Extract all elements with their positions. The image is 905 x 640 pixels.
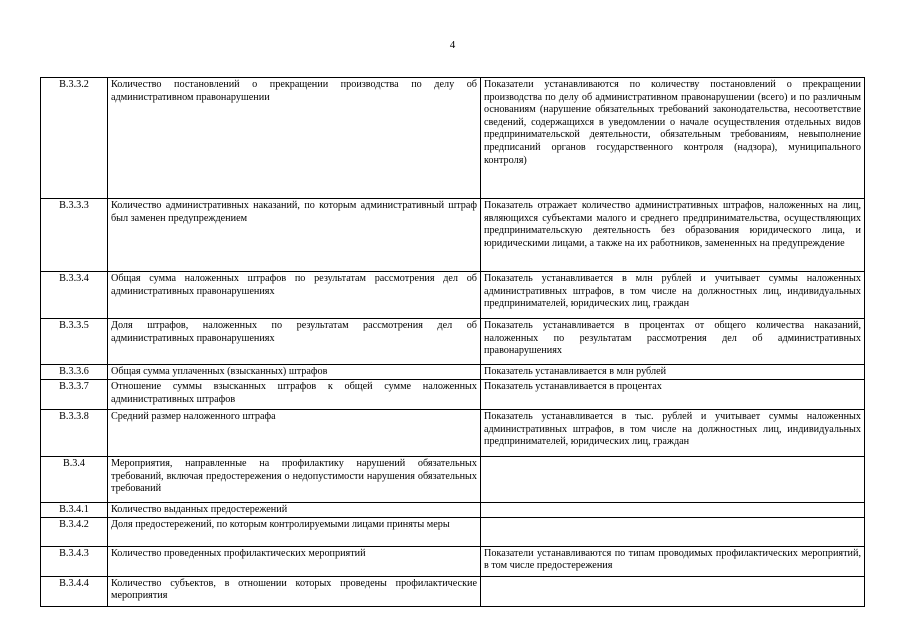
row-code: В.3.4.1 <box>41 503 108 518</box>
row-indicator-name: Средний размер наложенного штрафа <box>108 410 481 457</box>
table-row <box>41 517 865 546</box>
table-row <box>41 410 865 457</box>
row-indicator-name: Количество выданных предостережений <box>108 503 481 518</box>
row-indicator-name: Отношение суммы взысканных штрафов к общей сумме наложенных административных штрафов <box>108 380 481 410</box>
table-row <box>41 576 865 606</box>
page-number: 4 <box>449 39 456 51</box>
row-indicator-name: Мероприятия, направленные на профилактику нарушений обязательных требований, включая предостережения о недопустимости нарушения обязательных требований <box>108 457 481 503</box>
row-code: В.3.4 <box>41 457 108 503</box>
row-description: Показатель устанавливается в тыс. рублей и учитывает суммы наложенных административных штрафов, в том числе на должностных лиц, индивидуальных предпринимателей, юридических лиц, граждан <box>481 410 865 457</box>
table-row <box>41 503 865 518</box>
row-description: Показатель устанавливается в млн рублей и учитывает суммы наложенных административных штрафов, в том числе на должностных лиц, индивидуальных предпринимателей, юридических лиц, граждан <box>481 272 865 319</box>
table-row <box>41 199 865 272</box>
table-row <box>41 457 865 503</box>
row-description: Показатель устанавливается в процентах <box>481 380 865 410</box>
row-description: Показатели устанавливаются по типам проводимых профилактических мероприятий, в том числе предостережения <box>481 546 865 576</box>
row-code: В.3.4.4 <box>41 576 108 606</box>
table-row <box>41 546 865 576</box>
row-code: В.3.3.5 <box>41 319 108 365</box>
row-description <box>481 576 865 606</box>
table-row <box>41 78 865 199</box>
row-description <box>481 457 865 503</box>
row-indicator-name: Доля предостережений, по которым контролируемыми лицами приняты меры <box>108 517 481 546</box>
row-code: В.3.3.8 <box>41 410 108 457</box>
row-code: В.3.3.4 <box>41 272 108 319</box>
row-code: В.3.3.3 <box>41 199 108 272</box>
row-indicator-name: Количество субъектов, в отношении которых проведены профилактические мероприятия <box>108 576 481 606</box>
row-indicator-name: Общая сумма уплаченных (взысканных) штрафов <box>108 365 481 380</box>
row-description <box>481 517 865 546</box>
row-indicator-name: Количество постановлений о прекращении производства по делу об административном правонарушении <box>108 78 481 199</box>
table-row <box>41 272 865 319</box>
indicators-table <box>40 77 865 607</box>
row-description <box>481 503 865 518</box>
row-indicator-name: Доля штрафов, наложенных по результатам рассмотрения дел об административных правонарушениях <box>108 319 481 365</box>
row-code: В.3.3.7 <box>41 380 108 410</box>
row-description: Показатель устанавливается в процентах от общего количества наказаний, наложенных по результатам рассмотрения дел об административных правонарушениях <box>481 319 865 365</box>
row-code: В.3.3.2 <box>41 78 108 199</box>
row-description: Показатели устанавливаются по количеству постановлений о прекращении производства по делу об административном правонарушении (всего) и по различным основаниям (нарушение обязательных требований законодательства, несоответствие сведений, содержащихся в уведомлении о начале осуществления отдельных видов предпринимательской деятельности, обязательным требованиям, невыполнение предписаний органов государственного контроля (надзора), муниципального контроля) <box>481 78 865 199</box>
row-description: Показатель отражает количество административных штрафов, наложенных на лиц, являющихся субъектами малого и среднего предпринимательства, осуществляющих предпринимательскую деятельность без образования юридического лица, и юридическими лицами, а также на их работников, замененных на предупреждение <box>481 199 865 272</box>
table-row <box>41 319 865 365</box>
row-code: В.3.4.2 <box>41 517 108 546</box>
table-row <box>41 380 865 410</box>
table-row <box>41 365 865 380</box>
row-indicator-name: Общая сумма наложенных штрафов по результатам рассмотрения дел об административных правонарушениях <box>108 272 481 319</box>
row-code: В.3.4.3 <box>41 546 108 576</box>
row-indicator-name: Количество административных наказаний, по которым административный штраф был заменен предупреждением <box>108 199 481 272</box>
row-description: Показатель устанавливается в млн рублей <box>481 365 865 380</box>
row-indicator-name: Количество проведенных профилактических мероприятий <box>108 546 481 576</box>
indicators-table-body <box>41 78 865 607</box>
row-code: В.3.3.6 <box>41 365 108 380</box>
